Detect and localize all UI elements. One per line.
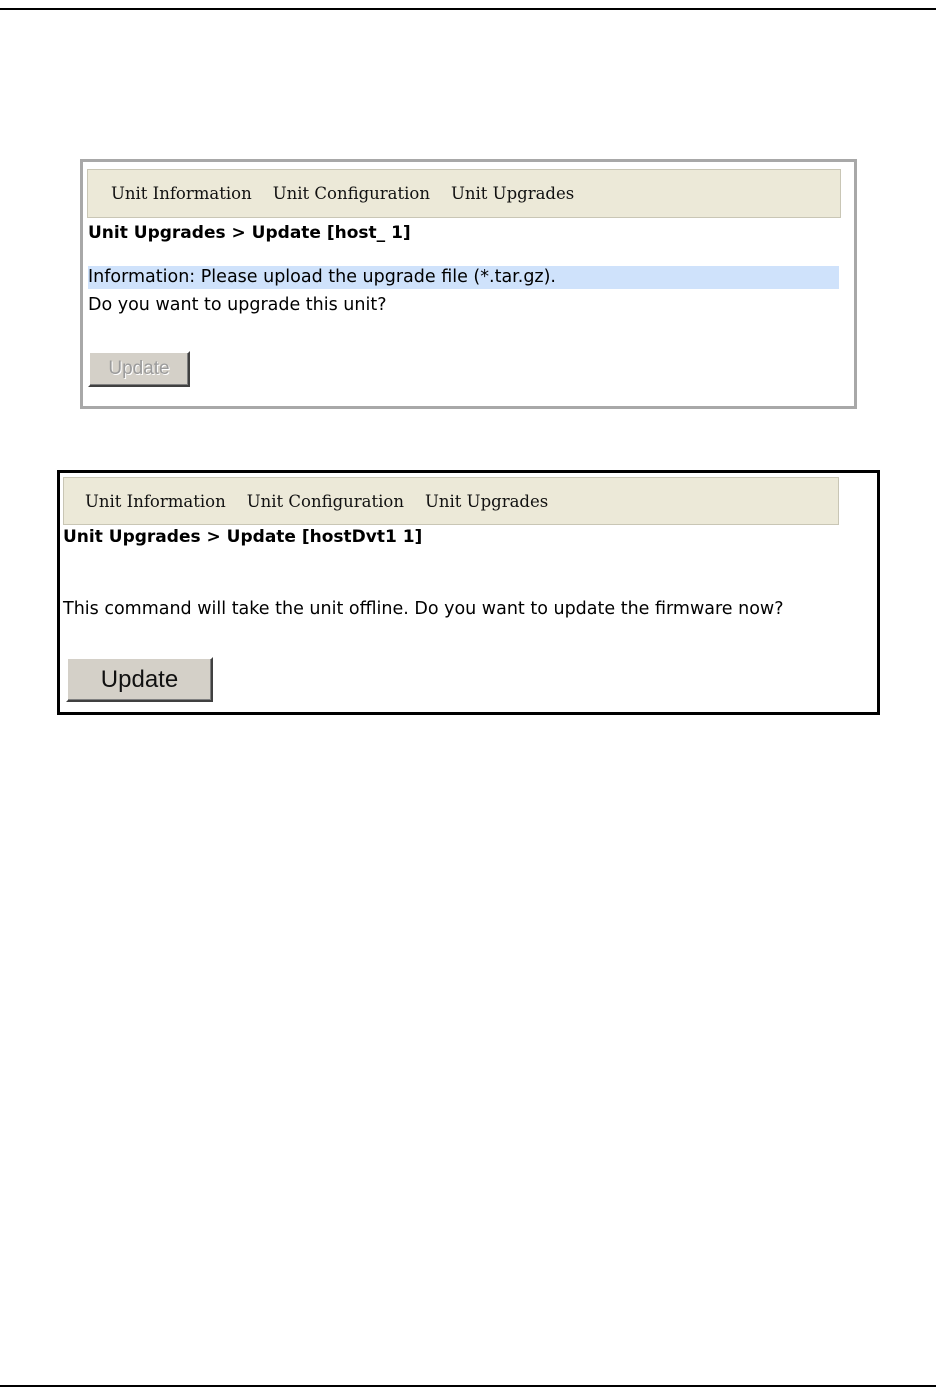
upgrade-screen-file-prompt — [80, 159, 857, 409]
info-message: Information: Please upload the upgrade file (*.tar.gz). — [88, 266, 839, 289]
breadcrumb: Unit Upgrades > Update [host_ 1] — [88, 223, 411, 243]
top-menu-bar — [63, 477, 839, 525]
menu-unit-information[interactable]: Unit Information — [85, 491, 226, 511]
menu-unit-information[interactable]: Unit Information — [111, 184, 252, 203]
menu-unit-upgrades[interactable]: Unit Upgrades — [424, 491, 549, 511]
upgrade-question: Do you want to upgrade this unit? — [88, 295, 387, 315]
upgrade-screen-confirm — [57, 470, 880, 715]
update-button[interactable]: Update — [66, 657, 213, 702]
top-menu-bar — [87, 169, 841, 218]
page-bottom-rule — [0, 1385, 936, 1387]
menu-unit-configuration[interactable]: Unit Configuration — [272, 184, 430, 203]
menu-unit-upgrades[interactable]: Unit Upgrades — [450, 184, 575, 203]
offline-warning-message: This command will take the unit offline. Do you want to update the firmware now? — [63, 599, 784, 619]
update-button-disabled: Update — [88, 351, 190, 387]
breadcrumb: Unit Upgrades > Update [hostDvt1 1] — [63, 527, 423, 547]
page-top-rule — [0, 8, 936, 10]
menu-unit-configuration[interactable]: Unit Configuration — [246, 491, 404, 511]
